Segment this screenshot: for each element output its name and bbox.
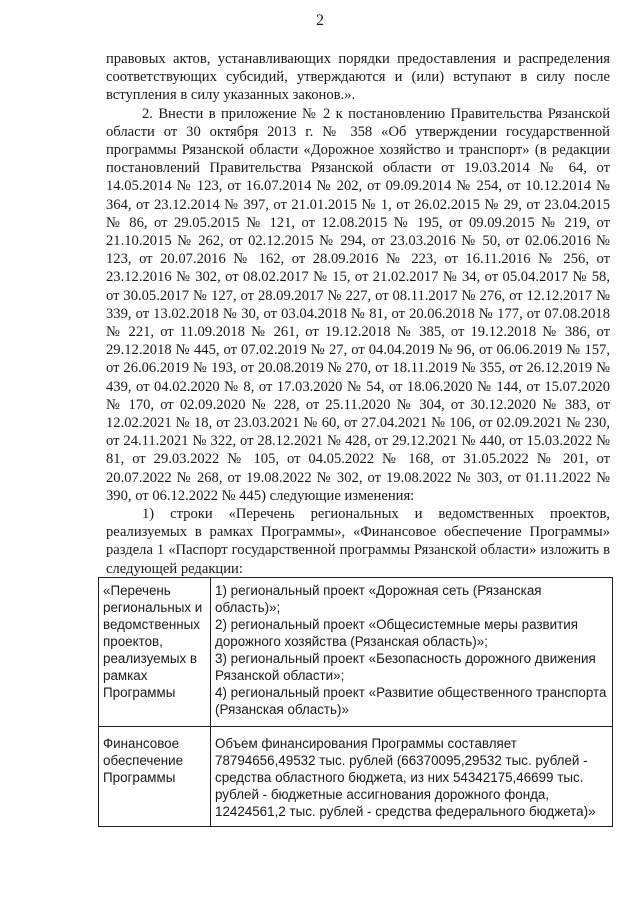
- paragraph-subitem-1: 1) строки «Перечень региональных и ведомственных проектов, реализуемых в рамках Программы», «Финансовое обеспечение Программы» раздела 1 «Паспорт государственной программы Рязанской области» изложить в следующей редакции:: [106, 506, 610, 577]
- table-row: [99, 727, 613, 827]
- row-content-projects: [211, 578, 613, 727]
- paragraph-continuation: правовых актов, устанавливающих порядки предоставления и распределения соответствующих субсидий, утверждаются и (или) вступают в силу после вступления в силу указанных законов.».: [106, 51, 610, 104]
- project-item: 2) региональный проект «Общесистемные меры развития дорожного хозяйства (Рязанская область)»;: [215, 617, 578, 649]
- row-label-financing: Финансовое обеспечение Программы: [99, 727, 211, 827]
- paragraph-item-2: 2. Внести в приложение № 2 к постановлению Правительства Рязанской области от 30 октября 2013 г. № 358 «Об утверждении государственной программы Рязанской области «Дорожное хозяйство и транспорт» (в редакции постановлений Правительства Рязанской области от 19.03.2014 № 64, от 14.05.2014 № 123, от 16.07.2014 № 202, от 09.09.2014 № 254, от 10.12.2014 № 364, от 23.12.2014 № 397, от 21.01.2015 № 1, от 26.02.2015 № 29, от 23.04.2015 № 86, от 29.05.2015 № 121, от 12.08.2015 № 195, от 09.09.2015 № 219, от 21.10.2015 № 262, от 02.12.2015 № 294, от 23.03.2016 № 50, от 02.06.2016 № 123, от 20.07.2016 № 162, от 28.09.2016 № 223, от 16.11.2016 № 256, от 23.12.2016 № 302, от 08.02.2017 № 15, от 21.02.2017 № 34, от 05.04.2017 № 58, от 30.05.2017 № 127, от 28.09.2017 № 227, от 08.11.2017 № 276, от 12.12.2017 № 339, от 13.02.2018 № 30, от 03.04.2018 № 81, от 20.06.2018 № 177, от 07.08.2018 № 221, от 11.09.2018 № 261, от 19.12.2018 № 385, от 19.12.2018 № 386, от 29.12.2018 № 445, от 07.02.2019 № 27, от 04.04.2019 № 96, от 06.06.2019 № 157, от 26.06.2019 № 193, от 20.08.2019 № 270, от 18.11.2019 № 355, от 26.12.2019 № 439, от 04.02.2020 № 8, от 17.03.2020 № 54, от 18.06.2020 № 144, от 15.07.2020 № 170, от 02.09.2020 № 228, от 25.11.2020 № 304, от 30.12.2020 № 383, от 12.02.2021 № 18, от 23.03.2021 № 60, от 27.04.2021 № 106, от 02.09.2021 № 230, от 24.11.2021 № 322, от 28.12.2021 № 428, от 29.12.2021 № 440, от 15.03.2022 № 81, от 29.03.2022 № 105, от 04.05.2022 № 168, от 31.05.2022 № 201, от 20.07.2022 № 268, от 19.08.2022 № 302, от 19.08.2022 № 303, от 01.11.2022 № 390, от 06.12.2022 № 445) следующие изменения:: [106, 105, 610, 504]
- passport-table: [98, 577, 613, 827]
- project-item: 3) региональный проект «Безопасность дорожного движения Рязанской области»;: [215, 651, 596, 683]
- row-content-financing: Объем финансирования Программы составляет 78794656,49532 тыс. рублей (66370095,29532 тыс. рублей - средства областного бюджета, из них 54342175,46699 тыс. рублей - бюджетные ассигнования дорожного фонда, 12424561,2 тыс. рублей - средства федерального бюджета)»: [211, 727, 613, 827]
- document-body: [106, 50, 610, 578]
- project-item: 4) региональный проект «Развитие общественного транспорта (Рязанская область)»: [215, 685, 607, 717]
- row-label-projects: «Перечень региональных и ведомственных проектов, реализуемых в рамках Программы: [99, 578, 211, 727]
- table-row: [99, 578, 613, 727]
- project-item: 1) региональный проект «Дорожная сеть (Рязанская область)»;: [215, 583, 542, 615]
- page-number: 2: [316, 12, 324, 29]
